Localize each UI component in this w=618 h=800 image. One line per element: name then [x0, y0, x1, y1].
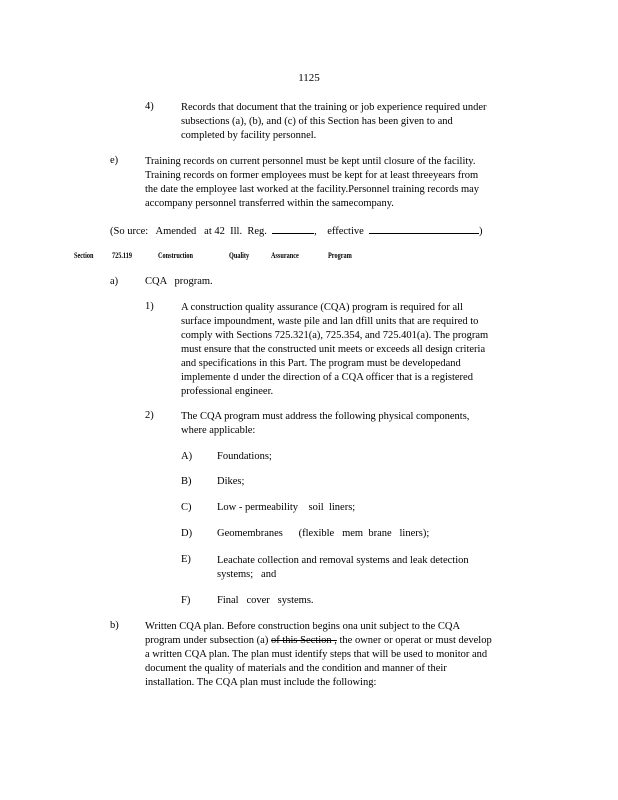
subitem-F-label: F) — [181, 595, 191, 606]
section-number: 725.119 — [112, 251, 132, 260]
text-line: Written CQA plan. Before construction begins ona unit subject to the CQA — [145, 621, 461, 632]
text-line: subsections (a), (b), and (c) of this Section has been given to and — [181, 116, 453, 127]
section-title-4: Program — [328, 251, 352, 260]
item-a2-text — [181, 410, 504, 438]
item-4-label: 4) — [145, 101, 154, 112]
section-title-1: Construction — [158, 251, 194, 260]
text-line: and specifications in this Part. The program must be developedand — [181, 358, 461, 369]
text-line: Records that document that the training or job experience required under — [181, 102, 487, 113]
source-text-1: (So urce: Amended at 42 Ill. Reg. — [110, 226, 267, 237]
subitem-B-text: Dikes; — [217, 476, 245, 487]
text-line: professional engineer. — [181, 386, 274, 397]
text-line: completed by facility personnel. — [181, 130, 317, 141]
item-a-title: CQA program. — [145, 276, 213, 287]
subitem-A-label: A) — [181, 451, 193, 462]
item-a-label: a) — [110, 276, 119, 287]
subitem-E-text — [217, 554, 498, 582]
blank-reg-page — [272, 224, 314, 234]
subitem-A-text: Foundations; — [217, 451, 272, 462]
item-a1-text — [181, 301, 524, 399]
subitem-E-label: E) — [181, 554, 191, 565]
text-line: surface impoundment, waste pile and lan dfill units that are required to — [181, 316, 479, 327]
item-4-text — [181, 101, 528, 143]
subitem-C-label: C) — [181, 502, 192, 513]
text-line: must ensure that the constructed unit meets or exceeds all design criteria — [181, 344, 486, 355]
item-e-text — [145, 155, 528, 211]
source-text-3: ) — [479, 226, 483, 237]
text-line: Training records on former employees must be kept for at least threeyears from — [145, 170, 479, 181]
source-note — [110, 224, 483, 237]
section-title-3: Assurance — [271, 251, 299, 260]
text-line-with-strike — [145, 634, 537, 648]
text-line: accompany personnel transferred within the samecompany. — [145, 198, 394, 209]
text-line: A construction quality assurance (CQA) program is required for all — [181, 302, 463, 313]
blank-effective-date — [369, 224, 479, 234]
text-segment: the owner or operat or must develop — [336, 635, 492, 646]
text-line: where applicable: — [181, 425, 256, 436]
subitem-F-text: Final cover systems. — [217, 595, 314, 606]
text-line: implemente d under the direction of a CQA officer that is a registered — [181, 372, 473, 383]
text-line: The CQA program must address the following physical components, — [181, 411, 470, 422]
text-line: Training records on current personnel must be kept until closure of the facility. — [145, 156, 476, 167]
subitem-B-label: B) — [181, 476, 192, 487]
text-line: systems; and — [217, 569, 277, 580]
text-line: comply with Sections 725.321(a), 725.354, and 725.401(a). The program — [181, 330, 489, 341]
page-number: 1125 — [298, 72, 320, 84]
section-word: Section — [74, 251, 94, 260]
item-e-label: e) — [110, 155, 119, 166]
text-line: Leachate collection and removal systems and leak detection — [217, 555, 469, 566]
text-line: document the quality of materials and the condition and manner of their — [145, 663, 447, 674]
deleted-text: of this Section , — [270, 635, 337, 646]
text-line: installation. The CQA plan must include the following: — [145, 677, 377, 688]
text-line: the date the employee last worked at the facility.Personnel training records may — [145, 184, 480, 195]
subitem-C-text: Low - permeability soil liners; — [217, 502, 356, 513]
source-text-2: , effective — [314, 226, 364, 237]
text-line: a written CQA plan. The plan must identify steps that will be used to monitor and — [145, 649, 488, 660]
section-title-2: Quality — [229, 251, 250, 260]
item-b-text — [145, 620, 537, 690]
item-b-label: b) — [110, 620, 119, 631]
subitem-D-text: Geomembranes (flexible mem brane liners); — [217, 528, 430, 539]
text-segment: program under subsection (a) — [145, 635, 271, 646]
item-a2-label: 2) — [145, 410, 154, 421]
item-a1-label: 1) — [145, 301, 154, 312]
subitem-D-label: D) — [181, 528, 193, 539]
